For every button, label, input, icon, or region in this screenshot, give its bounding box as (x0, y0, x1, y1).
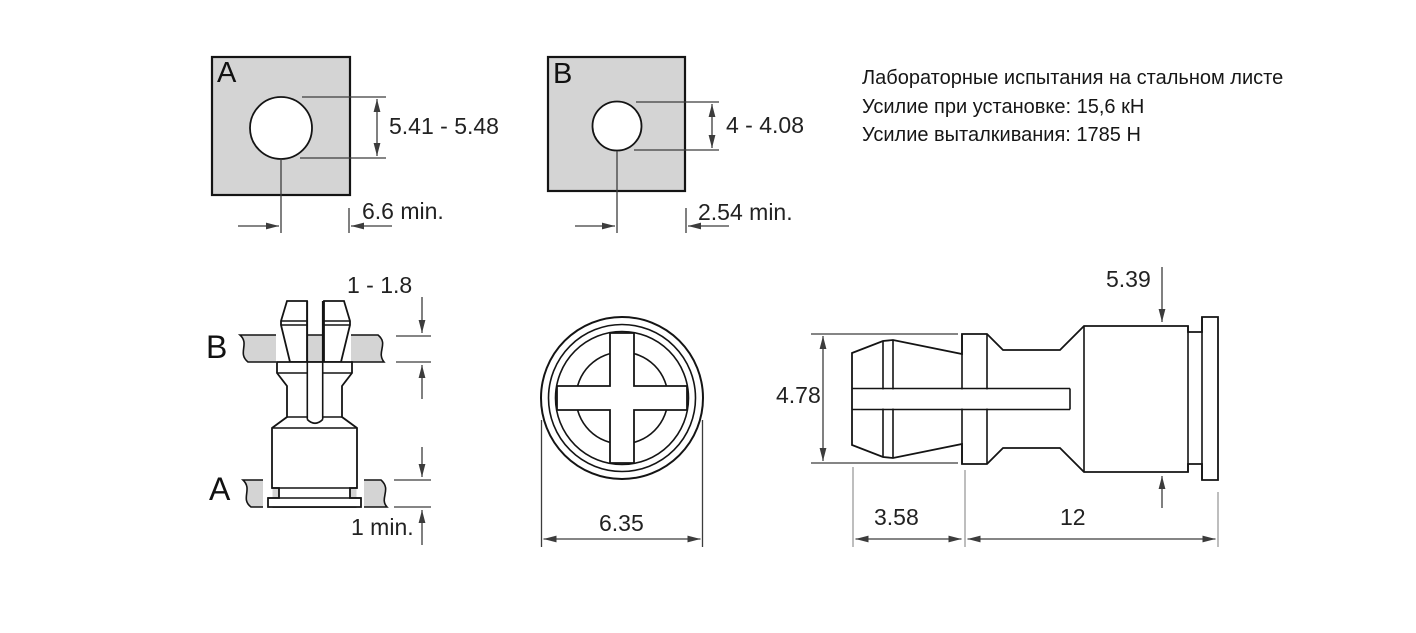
installed-panel-a-label: A (209, 471, 231, 507)
tip-length-dim: 3.58 (874, 504, 919, 530)
panel-a-thickness-dim: 1 min. (351, 514, 414, 540)
panel-b-section (240, 335, 384, 362)
panel-a-hole-diameter-dim: 5.41 - 5.48 (389, 113, 499, 139)
push-out-force-text: Усилие выталкивания: 1785 Н (862, 124, 1141, 146)
panel-b-edge-distance-dim: 2.54 min. (698, 199, 793, 225)
panel-b-thickness-dim: 1 - 1.8 (347, 272, 413, 298)
lab-test-info (862, 64, 1283, 150)
panel-b-label: B (553, 58, 573, 90)
panel-a-label: A (217, 57, 237, 89)
installed-view-dimensions (394, 297, 431, 545)
total-length-dim: 12 (1060, 504, 1086, 530)
install-force-text: Усилие при установке: 15,6 кН (862, 95, 1145, 118)
panel-b-hole-diameter-dim: 4 - 4.08 (726, 112, 804, 138)
panel-a-edge-distance-dim: 6.6 min. (362, 198, 444, 224)
shoulder-diameter-dim: 4.78 (776, 382, 821, 408)
installed-panel-b-label: B (206, 329, 228, 365)
lab-test-title: Лабораторные испытания на стальном листе (862, 67, 1284, 89)
profile-side-view (811, 267, 1218, 547)
panel-b-hole (593, 102, 642, 151)
front-view-diameter-dim: 6.35 (599, 510, 644, 536)
body-diameter-dim: 5.39 (1106, 266, 1151, 292)
installed-side-view (240, 297, 431, 545)
panel-a-hole (250, 97, 312, 159)
